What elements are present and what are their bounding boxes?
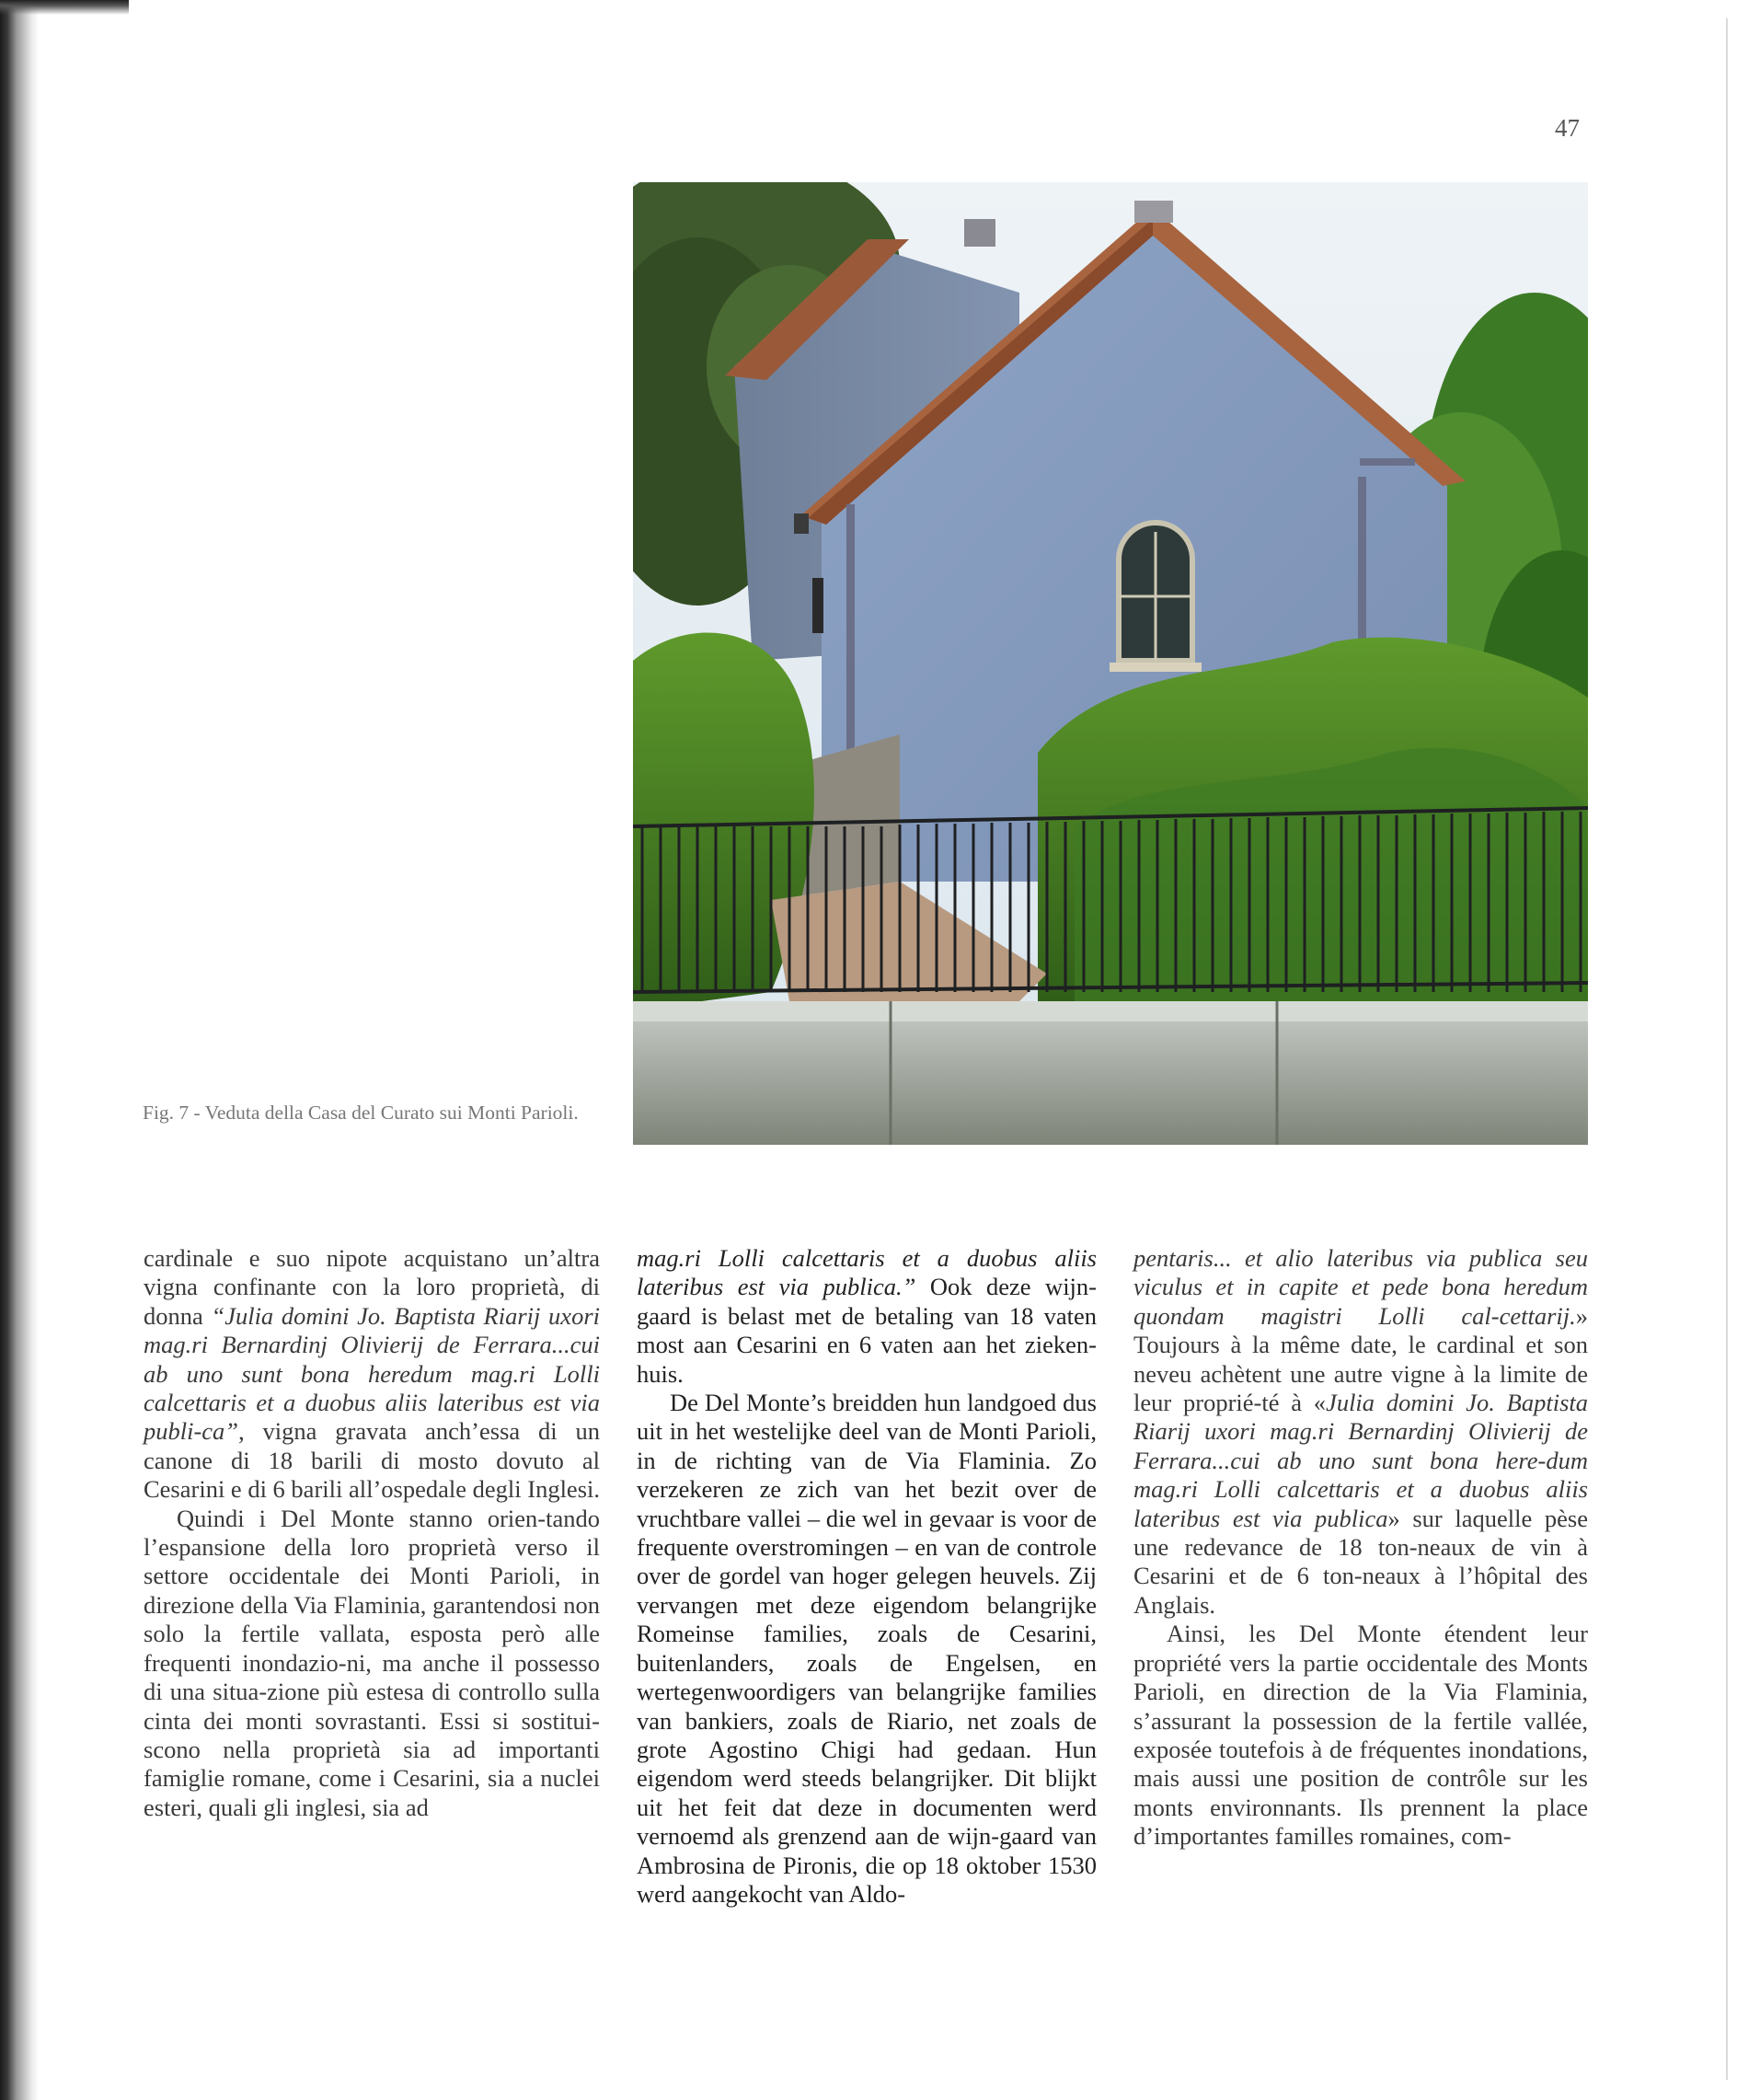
french-p1-text-b: » Toujours à la même date, le cardinal et son neveu achètent une autre vigne à la limite de leur proprié-té à « <box>1133 1301 1588 1417</box>
italian-p1-text-a: cardinale e suo nipote acquistano un’altra vigna confinante con la loro proprietà, di donna <box>144 1244 600 1330</box>
dutch-paragraph-1 <box>637 1244 1097 1389</box>
page-number: 47 <box>1555 114 1580 142</box>
page-corner-shadow <box>0 0 129 15</box>
french-p1-latin-quote-c: Julia domini Jo. Baptista Riarij uxori mag.ri Bernardinj Olivierij de Ferrara...cui ab uno sunt bona here-dum mag.ri Lolli calcettaris et a duobus aliis lateribus est via publica <box>1133 1389 1589 1532</box>
french-paragraph-1 <box>1133 1244 1588 1620</box>
dutch-p1-latin-quote: mag.ri Lolli calcettaris et a duobus aliis lateribus est via publica.” <box>637 1244 1097 1301</box>
french-p1-latin-quote-a: pentaris... et alio lateribus via publica seu viculus et in capite et pede bona heredum quondam magistri Lolli cal-cettarij. <box>1133 1244 1588 1330</box>
book-binding-shadow <box>0 0 39 2100</box>
italian-paragraph-1 <box>144 1244 600 1505</box>
column-dutch <box>637 1244 1097 1944</box>
italian-p1-latin-quote: “Julia domini Jo. Baptista Riarij uxori mag.ri Bernardinj Olivierij de Ferrara...cui ab uno sunt bona heredum mag.ri Lolli calcettaris et a duobus aliis lateribus est via publi-ca” <box>144 1301 600 1446</box>
italian-p1-text-c: , vigna gravata anch’essa di un canone di 18 barili di mosto dovuto al Cesarini e di 6 barili all’ospedale degli Inglesi. <box>144 1417 600 1504</box>
page-edge-line <box>1726 18 1728 2080</box>
french-p1-text-d: » sur laquelle pèse une redevance de 18 ton-neaux de vin à Cesarini et de 6 ton-neaux à l’hôpital des Anglais. <box>1133 1504 1588 1619</box>
column-french <box>1133 1244 1588 1944</box>
dutch-paragraph-2: De Del Monte’s breidden hun landgoed dus uit in het westelijke deel van de Monti Parioli, in de richting van de Via Flaminia. Zo verzekeren ze zich van het bezit over de vruchtbare vallei – die wel in gevaar is voor de frequente overstromingen – en van de controle over de gordel van hoger gelegen heuvels. Zij vervangen met deze eigendom belangrijke Romeinse families, zoals de Cesarini, buitenlanders, zoals de Engelsen, en wertegenwoordigers van belangrijke families van bankiers, zoals de Riario, net zoals de grote Agostino Chigi had gedaan. Hun eigendom werd steeds belangrijker. Dit blijkt uit het feit dat deze in documenten werd vernoemd als grenzend aan de wijn-gaard van Ambrosina de Pironis, die op 18 oktober 1530 werd aangekocht van Aldo- <box>637 1389 1097 1908</box>
figure-photo <box>633 182 1588 1145</box>
italian-paragraph-2: Quindi i Del Monte stanno orien-tando l’espansione della loro proprietà verso il settore occidentale dei Monti Parioli, in direzione della Via Flaminia, garantendosi non solo la fertile vallata, esposta però alle frequenti inondazio-ni, ma anche il possesso di una situa-zione più estesa di controllo sulla cinta dei monti sovrastanti. Essi si sostitui-scono nella proprietà sia ad importanti famiglie romane, come i Cesarini, sia a nuclei esteri, quali gli inglesi, sia ad <box>144 1504 600 1821</box>
house-photo-illustration <box>633 182 1588 1145</box>
figure-caption: Fig. 7 - Veduta della Casa del Curato sui Monti Parioli. <box>143 1102 579 1124</box>
dutch-p1-text-b: Ook deze wijn-gaard is belast met de betaling van 18 vaten most aan Cesarini en 6 vaten aan het zieken-huis. <box>637 1273 1097 1388</box>
column-italian <box>144 1244 600 1944</box>
french-paragraph-2: Ainsi, les Del Monte étendent leur propriété vers la partie occidentale des Monts Parioli, en direction de la Via Flaminia, s’assurant la possession de la fertile vallée, exposée toutefois à de fréquentes inondations, mais aussi une position de contrôle sur les monts environnants. Ils prennent la place d’importantes familles romaines, com- <box>1133 1620 1588 1851</box>
